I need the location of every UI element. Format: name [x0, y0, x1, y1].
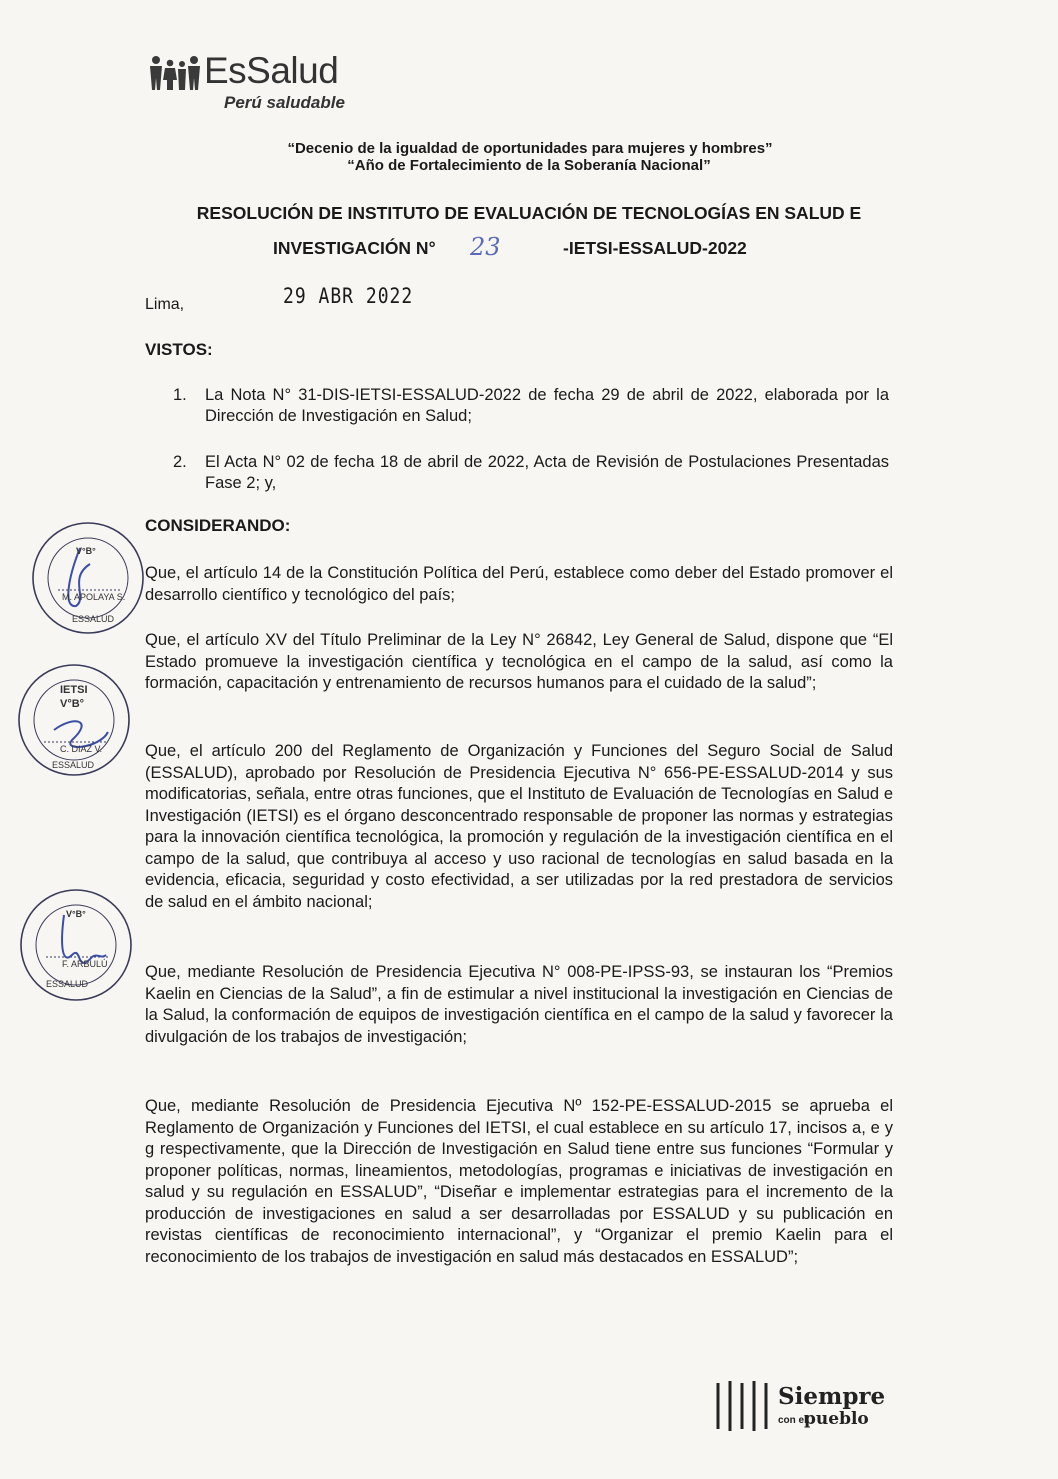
- date-stamp: 29 ABR 2022: [283, 283, 414, 310]
- resolution-code: -IETSI-ESSALUD-2022: [563, 238, 747, 258]
- considerando-paragraph: Que, el artículo XV del Título Preliminar de la Ley N° 26842, Ley General de Salud, dispone que “El Estado promueve la investigación científica y tecnológica en el campo de la salud, así como la formación, capacitación y entrenamiento de recursos humanos para el cuidado de la salud”;: [145, 631, 893, 692]
- handwritten-resolution-number: 23: [470, 233, 501, 261]
- stamp-name: F. ARBULÚ: [62, 959, 108, 969]
- resolution-title-line-1: RESOLUCIÓN DE INSTITUTO DE EVALUACIÓN DE TECNOLOGÍAS EN SALUD E: [196, 203, 862, 223]
- logo-tagline: Perú saludable: [224, 93, 345, 112]
- essalud-logo: [146, 50, 376, 120]
- resolution-title-line-2: INVESTIGACIÓN N°: [273, 238, 436, 258]
- considerando-paragraph: Que, el artículo 200 del Reglamento de Organización y Funciones del Seguro Social de Salud (ESSALUD), aprobado por Resolución de Presidencia Ejecutiva N° 656-PE-ESSALUD-2014 y sus modificatorias, señala, entre otras funciones, que el Instituto de Evaluación de Tecnologías en Salud e Investigación (IETSI) es el órgano desconcentrado responsable de proponer las normas y estrategias para la innovación científica tecnológica, la promoción y regulación de la investigación científica en el campo de la salud, que contribuya al acceso y uso racional de tecnologías en salud basada en la evidencia, eficacia, seguridad y costo efectividad, a ser utilizadas por la red prestadora de servicios de salud en el ámbito nacional;: [145, 742, 893, 911]
- stamp-name: M. APOLAYA S.: [62, 592, 126, 602]
- columns-logo-icon: [712, 1377, 772, 1435]
- footer-slogan-small: con el: [778, 1415, 807, 1426]
- approval-stamp: [14, 660, 134, 780]
- stamp-vb: V°B°: [60, 698, 85, 710]
- considerando-paragraph: Que, el artículo 14 de la Constitución Política del Perú, establece como deber del Estado promover el desarrollo científico y tecnológico del país;: [145, 564, 893, 604]
- vistos-item: [173, 385, 889, 427]
- people-logo-icon: [146, 54, 204, 92]
- footer-slogan-word-2: pueblo: [804, 1409, 869, 1429]
- approval-stamp: [28, 518, 148, 638]
- stamp-vb: V°B°: [76, 546, 96, 556]
- stamp-org: ESSALUD: [72, 614, 115, 624]
- approval-stamp: [16, 885, 136, 1005]
- vistos-item: [173, 452, 889, 494]
- slogan-decenio: “Decenio de la igualdad de oportunidades para mujeres y hombres”: [287, 140, 773, 157]
- vistos-heading: VISTOS:: [145, 340, 213, 359]
- stamp-vb: V°B°: [66, 909, 86, 919]
- footer-slogan-word: Siempre: [778, 1383, 886, 1410]
- stamp-name: C. DIAZ V.: [60, 744, 103, 754]
- stamp-org: ESSALUD: [46, 979, 89, 989]
- footer-slogan-logo: [712, 1377, 902, 1435]
- considerando-paragraph: Que, mediante Resolución de Presidencia Ejecutiva Nº 152-PE-ESSALUD-2015 se aprueba el Reglamento de Organización y Funciones del IETSI, el cual establece en su artículo 17, incisos a, e y g respectivamente, que la Dirección de Investigación en Salud tiene entre sus funciones “Formular y proponer políticas, normas, lineamientos, metodologías, programas e iniciativas de investigación en salud y su regulación en ESSALUD”, “Diseñar e implementar estrategias para el incremento de la producción de investigaciones en salud a ser desarrolladas por ESSALUD y su publicación en revistas científicas de reconocimiento internacional”, y “Organizar el premio Kaelin para el reconocimiento de los trabajos de investigación en salud más destacados en ESSALUD”;: [145, 1097, 893, 1266]
- considerando-paragraph: Que, mediante Resolución de Presidencia Ejecutiva N° 008-PE-IPSS-93, se instauran los “Premios Kaelin en Ciencias de la Salud”, a fin de estimular a nivel institucional la investigación en Ciencias de la Salud, la conformación de equipos de investigación científica en el campo de la salud y favorecer la divulgación de los trabajos de investigación;: [145, 963, 893, 1046]
- item-number: 1.: [173, 386, 187, 404]
- stamp-org: ESSALUD: [52, 760, 95, 770]
- place-label: Lima,: [145, 296, 185, 313]
- item-number: 2.: [173, 453, 187, 471]
- slogan-year: “Año de Fortalecimiento de la Soberanía Nacional”: [347, 157, 711, 174]
- item-text: El Acta N° 02 de fecha 18 de abril de 2022, Acta de Revisión de Postulaciones Presentadas Fase 2; y,: [205, 453, 889, 492]
- logo-text: EsSalud: [204, 50, 339, 91]
- stamp-top: IETSI: [60, 684, 88, 696]
- considerando-heading: CONSIDERANDO:: [145, 516, 291, 535]
- item-text: La Nota N° 31-DIS-IETSI-ESSALUD-2022 de fecha 29 de abril de 2022, elaborada por la Dirección de Investigación en Salud;: [205, 386, 889, 425]
